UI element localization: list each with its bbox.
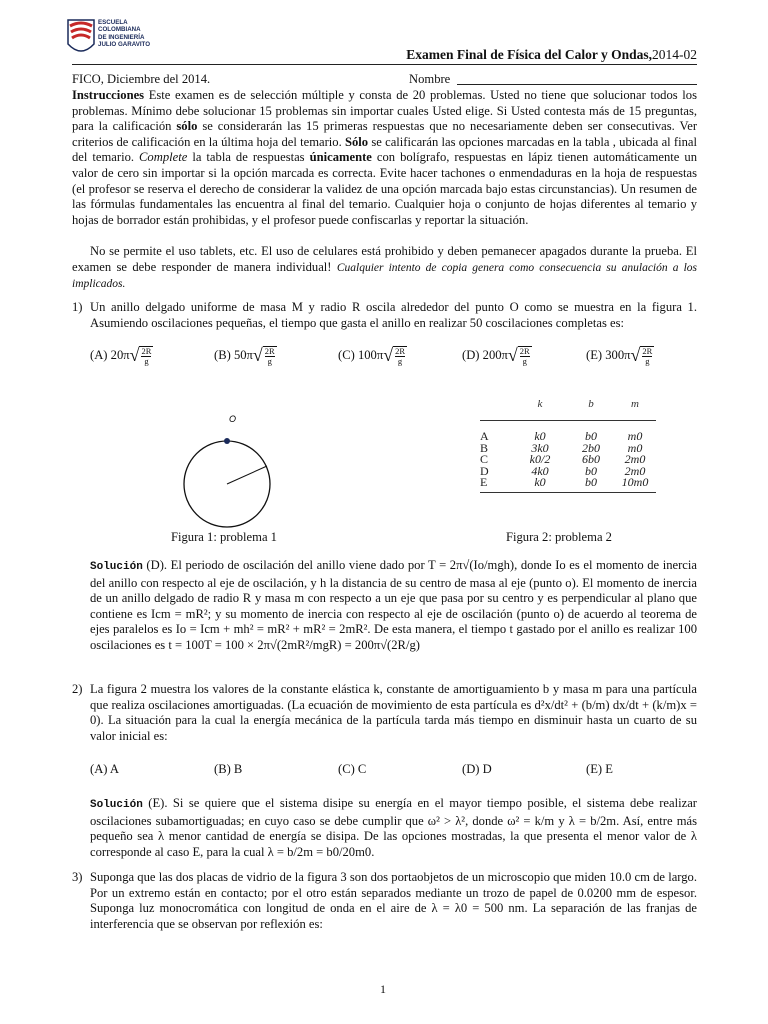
q2-option-c: (C) C (338, 762, 367, 776)
figure-1-ring (170, 408, 290, 528)
q1-solution: Solución (D). El periodo de oscilación del anillo viene dado por T = 2π√(Io/mgh), donde Io es el momento de inercia del anillo con respecto al eje de oscilación, y h la distancia de su centro de masa al eje (punto o). El momento de inercia de un anillo delgado de radio R y masa m con respecto a un eje que pasa por su centro y es perpendicular al plano que contiene es Icm = mR²; y su momento de inercia con respecto al eje de oscilación (punto o) de acuerdo al teorema de ejes paralelos es Io = Icm + mh² = mR² + mR² = 2mR². De esta manera, el tiempo t gastado por el anillo es realizar 100 oscilaciones es t = 100T = 100 × 2π√(2mR²/mgR) = 200π√(2R/g) (90, 558, 697, 652)
school-logo (64, 16, 168, 62)
solution-label: Solución (90, 799, 143, 811)
q1-option-b: (B) 50π√ $\frac{2R}{g}$ (214, 345, 275, 366)
page-number: 1 (380, 982, 386, 996)
nombre-field-line[interactable] (457, 84, 697, 85)
pivot-point (224, 438, 230, 444)
figure-2-table (480, 396, 656, 493)
nombre-label: Nombre (409, 72, 451, 86)
table-bottom-rule (480, 492, 656, 493)
q1-option-d: (D) 200π√ $\frac{2R}{g}$ (462, 345, 530, 366)
q2-option-a: (A) A (90, 762, 120, 776)
course-date: FICO, Diciembre del 2014. (72, 72, 211, 86)
instructions-label: Instrucciones (72, 88, 145, 102)
table-row: C k0/2 6b0 2m0 (480, 452, 646, 467)
figure-2-caption: Figura 2: problema 2 (506, 530, 612, 544)
q1-option-a: (A) 20π√ $\frac{2R}{g}$ (90, 345, 152, 366)
question-1-text: Un anillo delgado uniforme de masa M y radio R oscila alrededor del punto O como se muestra en la figura 1. Asumiendo oscilaciones pequeñas, el tiempo que gasta el anillo en realizar 50 coscilaciones completas es: (90, 300, 697, 330)
q2-option-b: (B) B (214, 762, 243, 776)
logo-emblem-icon (64, 16, 98, 62)
logo-text: ESCUELA COLOMBIANA DE INGENIERÍA JULIO GARAVITO (98, 19, 151, 49)
header-k: k (537, 398, 543, 410)
table-row: A k0 b0 m0 (480, 429, 643, 443)
solution-label: Solución (90, 561, 143, 573)
pivot-label: O (229, 414, 237, 424)
question-1: 1) Un anillo delgado uniforme de masa M y radio R oscila alrededor del punto O como se muestra en la figura 1. Asumiendo oscilaciones pequeñas, el tiempo que gasta el anillo en realizar 50 coscilaciones completas es: (72, 300, 697, 330)
table-row: E k0 b0 10m0 (480, 475, 649, 490)
q2-option-d: (D) D (462, 762, 492, 776)
header-m: m (631, 398, 639, 410)
exam-title: Examen Final de Física del Calor y Ondas,2014-02 (406, 47, 697, 62)
header-rule (72, 64, 697, 65)
table-row: D 4k0 b0 2m0 (480, 463, 646, 478)
q1-option-e: (E) 300π√ $\frac{2R}{g}$ (586, 345, 653, 366)
question-3: 3) Suponga que las dos placas de vidrio de la figura 3 son dos portaobjetos de un microscopio que miden 10.0 cm de largo. Por un extremo están en contacto; por el otro están separados mediante un trozo de papel de 0.0200 mm de espesor. Suponga luz monocromática con longitud de onda en el aire de λ = λ0 = 500 nm. La separación de las franjas de interferencia que se observan por reflexión es: (72, 870, 697, 931)
q2-option-e: (E) E (586, 762, 613, 776)
question-2-text: La figura 2 muestra los valores de la constante elástica k, constante de amortiguamiento b y masa m para una partícula que realiza oscilaciones amortiguadas. (La ecuación de movimiento de esta partícula es d²x/dt² + (b/m) dx/dt + (k/m)x = 0). La situación para la cual la energía mecánica de la partícula tarda más tiempo en disminuir hasta un cuarto de su valor inicial es: (90, 682, 697, 743)
instructions-paragraph: Instrucciones Este examen es de selección múltiple y consta de 20 problemas. Usted no tiene que solucionar todos los problemas. Mínimo debe solucionar 15 problemas sin importar cuales Usted elige. Si Usted contesta más de 15 preguntas, para la calificación sólo se considerarán las 15 primeras respuestas que no necesariamente deben ser consecutivas. Ver criterios de calificación en la última hoja del temario. Sólo se calificarán las opciones marcadas en la tabla , ubicada al final del temario. Complete la tabla de respuestas únicamente con bolígrafo, respuestas en lápiz tienen automáticamente un valor de cero sin importar si la opción marcada es correcta. Evite hacer tachones o enmendaduras en la hoja de respuestas (el profesor se reserva el derecho de considerar la validez de una opción marcada bajo estas circunstancias). Un resumen de las fórmulas fundamentales las encuentra al final del temario. Cualquier hoja o conjunto de hojas diferentes al temario y hojas de borrador están prohibidas, y el profesor puede confiscarlas y reportar la situación. (72, 88, 698, 227)
header-b: b (588, 398, 594, 410)
figure-1-caption: Figura 1: problema 1 (171, 530, 277, 544)
question-2: 2) La figura 2 muestra los valores de la constante elástica k, constante de amortiguamiento b y masa m para una partícula que realiza oscilaciones amortiguadas. (La ecuación de movimiento de esta partícula es d²x/dt² + (b/m) dx/dt + (k/m)x = 0). La situación para la cual la energía mecánica de la partícula tarda más tiempo en disminuir hasta un cuarto de su valor inicial es: (72, 682, 697, 743)
q1-option-c: (C) 100π√ $\frac{2R}{g}$ (338, 345, 406, 366)
rules-paragraph: No se permite el uso tablets, etc. El uso de celulares está prohibido y deben pemanecer apagados durante la prueba. El examen se debe responder de manera individual! Cualquier intento de copia genera como consecuencia su anulación a los implicados. (72, 244, 697, 291)
q2-solution: Solución (E). Si se quiere que el sistema disipe su energía en el mayor tiempo posible, el sistema debe realizar oscilaciones subamortiguadas; en cuyo caso se debe cumplir que ω² > λ², donde ω² = k/m y λ = b/2m. Así, entre más pequeño sea λ menor cantidad de energía se disipa. De las opciones mostradas, la que presenta el menor valor de λ corresponde al caso E, para la cual λ = b/2m = b0/20m0. (90, 796, 697, 859)
question-3-text: Suponga que las dos placas de vidrio de la figura 3 son dos portaobjetos de un microscopio que miden 10.0 cm de largo. Por un extremo están en contacto; por el otro están separados mediante un trozo de papel de 0.0200 mm de espesor. Suponga luz monocromática con longitud de onda en el aire de λ = λ0 = 500 nm. La separación de las franjas de interferencia que se observan por reflexión es: (90, 870, 697, 931)
ring-radius (227, 466, 267, 484)
table-row: B 3k0 2b0 m0 (480, 440, 643, 455)
